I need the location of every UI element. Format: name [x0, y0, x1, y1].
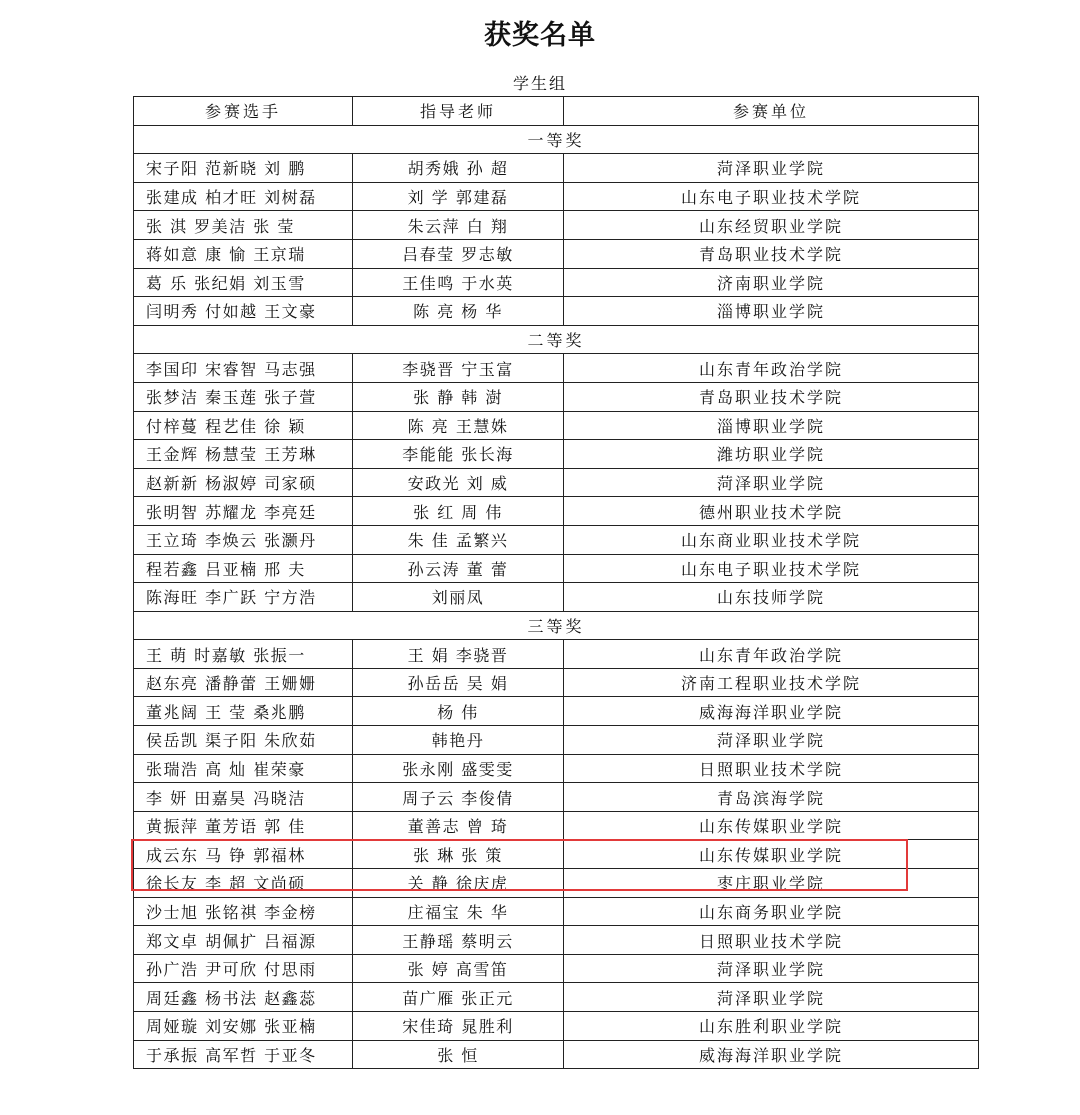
students-cell: 张明智 苏耀龙 李亮廷: [134, 497, 353, 526]
teachers-cell: 张 恒: [353, 1040, 564, 1069]
students-cell: 成云东 马 铮 郭福林: [134, 840, 353, 869]
teachers-cell: 关 静 徐庆虎: [353, 869, 564, 898]
table-row: [134, 211, 979, 240]
teachers-cell: 周子云 李俊倩: [353, 783, 564, 812]
students-cell: 李国印 宋睿智 马志强: [134, 354, 353, 383]
table-row: [134, 525, 979, 554]
table-row: [134, 382, 979, 411]
organization-cell: 济南工程职业技术学院: [564, 668, 979, 697]
students-cell: 闫明秀 付如越 王文豪: [134, 297, 353, 326]
students-cell: 黄振萍 董芳语 郭 佳: [134, 811, 353, 840]
table-row: [134, 697, 979, 726]
teachers-cell: 刘 学 郭建磊: [353, 182, 564, 211]
organization-cell: 山东技师学院: [564, 583, 979, 612]
table-row: [134, 840, 979, 869]
organization-cell: 菏泽职业学院: [564, 954, 979, 983]
teachers-cell: 张 婷 高雪笛: [353, 954, 564, 983]
teachers-cell: 宋佳琦 晁胜利: [353, 1012, 564, 1041]
table-row: [134, 154, 979, 183]
organization-cell: 山东胜利职业学院: [564, 1012, 979, 1041]
section-title: 三等奖: [134, 611, 979, 640]
organization-cell: 淄博职业学院: [564, 297, 979, 326]
table-row: [134, 897, 979, 926]
teachers-cell: 王佳鸣 于水英: [353, 268, 564, 297]
students-cell: 王金辉 杨慧莹 王芳琳: [134, 440, 353, 469]
teachers-cell: 孙云涛 董 蕾: [353, 554, 564, 583]
organization-cell: 山东商业职业技术学院: [564, 525, 979, 554]
header-organization: 参赛单位: [564, 97, 979, 126]
students-cell: 张 淇 罗美洁 张 莹: [134, 211, 353, 240]
teachers-cell: 杨 伟: [353, 697, 564, 726]
table-row: [134, 297, 979, 326]
students-cell: 董兆阔 王 莹 桑兆鹏: [134, 697, 353, 726]
organization-cell: 青岛职业技术学院: [564, 382, 979, 411]
organization-cell: 山东青年政治学院: [564, 354, 979, 383]
table-row: [134, 811, 979, 840]
organization-cell: 菏泽职业学院: [564, 983, 979, 1012]
organization-cell: 威海海洋职业学院: [564, 697, 979, 726]
teachers-cell: 张永刚 盛雯雯: [353, 754, 564, 783]
page-subtitle: 学生组: [512, 74, 567, 93]
students-cell: 程若鑫 吕亚楠 邢 夫: [134, 554, 353, 583]
page-title: 获奖名单: [484, 20, 596, 51]
teachers-cell: 朱云萍 白 翔: [353, 211, 564, 240]
table-row: [134, 726, 979, 755]
organization-cell: 山东青年政治学院: [564, 640, 979, 669]
section-title: 一等奖: [134, 125, 979, 154]
organization-cell: 山东传媒职业学院: [564, 840, 979, 869]
table-row: [134, 1040, 979, 1069]
students-cell: 王 萌 时嘉敏 张振一: [134, 640, 353, 669]
teachers-cell: 吕春莹 罗志敏: [353, 239, 564, 268]
students-cell: 赵新新 杨淑婷 司家硕: [134, 468, 353, 497]
teachers-cell: 庄福宝 朱 华: [353, 897, 564, 926]
table-row: [134, 182, 979, 211]
students-cell: 王立琦 李焕云 张灏丹: [134, 525, 353, 554]
organization-cell: 济南职业学院: [564, 268, 979, 297]
organization-cell: 淄博职业学院: [564, 411, 979, 440]
table-row: [134, 954, 979, 983]
section-title: 二等奖: [134, 325, 979, 354]
students-cell: 张瑞浩 高 灿 崔荣豪: [134, 754, 353, 783]
organization-cell: 青岛职业技术学院: [564, 239, 979, 268]
organization-cell: 山东传媒职业学院: [564, 811, 979, 840]
section-row: [134, 325, 979, 354]
table-row: [134, 239, 979, 268]
teachers-cell: 董善志 曾 琦: [353, 811, 564, 840]
teachers-cell: 张 红 周 伟: [353, 497, 564, 526]
organization-cell: 菏泽职业学院: [564, 154, 979, 183]
organization-cell: 山东商务职业学院: [564, 897, 979, 926]
students-cell: 徐长友 李 超 文尚硕: [134, 869, 353, 898]
table-row: [134, 869, 979, 898]
header-students: 参赛选手: [134, 97, 353, 126]
table-row: [134, 583, 979, 612]
section-row: [134, 611, 979, 640]
teachers-cell: 韩艳丹: [353, 726, 564, 755]
teachers-cell: 孙岳岳 吴 娟: [353, 668, 564, 697]
organization-cell: 山东经贸职业学院: [564, 211, 979, 240]
teachers-cell: 王 娟 李骁晋: [353, 640, 564, 669]
teachers-cell: 张 琳 张 策: [353, 840, 564, 869]
organization-cell: 枣庄职业学院: [564, 869, 979, 898]
organization-cell: 菏泽职业学院: [564, 468, 979, 497]
table-row: [134, 1012, 979, 1041]
organization-cell: 潍坊职业学院: [564, 440, 979, 469]
organization-cell: 威海海洋职业学院: [564, 1040, 979, 1069]
students-cell: 周娅璇 刘安娜 张亚楠: [134, 1012, 353, 1041]
students-cell: 于承振 高军哲 于亚冬: [134, 1040, 353, 1069]
table-row: [134, 354, 979, 383]
students-cell: 葛 乐 张纪娟 刘玉雪: [134, 268, 353, 297]
teachers-cell: 胡秀娥 孙 超: [353, 154, 564, 183]
table-row: [134, 268, 979, 297]
teachers-cell: 苗广雁 张正元: [353, 983, 564, 1012]
organization-cell: 菏泽职业学院: [564, 726, 979, 755]
table-body: [134, 125, 979, 1069]
teachers-cell: 张 静 韩 澍: [353, 382, 564, 411]
students-cell: 郑文卓 胡佩扩 吕福源: [134, 926, 353, 955]
teachers-cell: 李能能 张长海: [353, 440, 564, 469]
students-cell: 周廷鑫 杨书法 赵鑫蕊: [134, 983, 353, 1012]
table-row: [134, 554, 979, 583]
organization-cell: 日照职业技术学院: [564, 926, 979, 955]
students-cell: 李 妍 田嘉昊 冯晓洁: [134, 783, 353, 812]
students-cell: 宋子阳 范新晓 刘 鹏: [134, 154, 353, 183]
section-row: [134, 125, 979, 154]
students-cell: 沙士旭 张铭祺 李金榜: [134, 897, 353, 926]
teachers-cell: 朱 佳 孟繁兴: [353, 525, 564, 554]
teachers-cell: 王静瑶 蔡明云: [353, 926, 564, 955]
students-cell: 陈海旺 李广跃 宁方浩: [134, 583, 353, 612]
organization-cell: 日照职业技术学院: [564, 754, 979, 783]
header-row: [134, 97, 979, 126]
table-row: [134, 926, 979, 955]
students-cell: 赵东亮 潘静蕾 王姗姗: [134, 668, 353, 697]
table-row: [134, 983, 979, 1012]
table-row: [134, 668, 979, 697]
organization-cell: 青岛滨海学院: [564, 783, 979, 812]
organization-cell: 山东电子职业技术学院: [564, 554, 979, 583]
teachers-cell: 陈 亮 杨 华: [353, 297, 564, 326]
students-cell: 付梓蔓 程艺佳 徐 颖: [134, 411, 353, 440]
table-row: [134, 497, 979, 526]
table-row: [134, 640, 979, 669]
table-row: [134, 754, 979, 783]
organization-cell: 德州职业技术学院: [564, 497, 979, 526]
header-teachers: 指导老师: [353, 97, 564, 126]
students-cell: 张建成 柏才旺 刘树磊: [134, 182, 353, 211]
organization-cell: 山东电子职业技术学院: [564, 182, 979, 211]
table-row: [134, 411, 979, 440]
table-row: [134, 440, 979, 469]
students-cell: 侯岳凯 渠子阳 朱欣茹: [134, 726, 353, 755]
students-cell: 张梦洁 秦玉莲 张子萱: [134, 382, 353, 411]
award-table: [133, 96, 979, 1069]
table-row: [134, 783, 979, 812]
students-cell: 蒋如意 康 愉 王京瑞: [134, 239, 353, 268]
teachers-cell: 刘丽凤: [353, 583, 564, 612]
students-cell: 孙广浩 尹可欣 付思雨: [134, 954, 353, 983]
teachers-cell: 安政光 刘 威: [353, 468, 564, 497]
teachers-cell: 李骁晋 宁玉富: [353, 354, 564, 383]
teachers-cell: 陈 亮 王慧姝: [353, 411, 564, 440]
table-row: [134, 468, 979, 497]
